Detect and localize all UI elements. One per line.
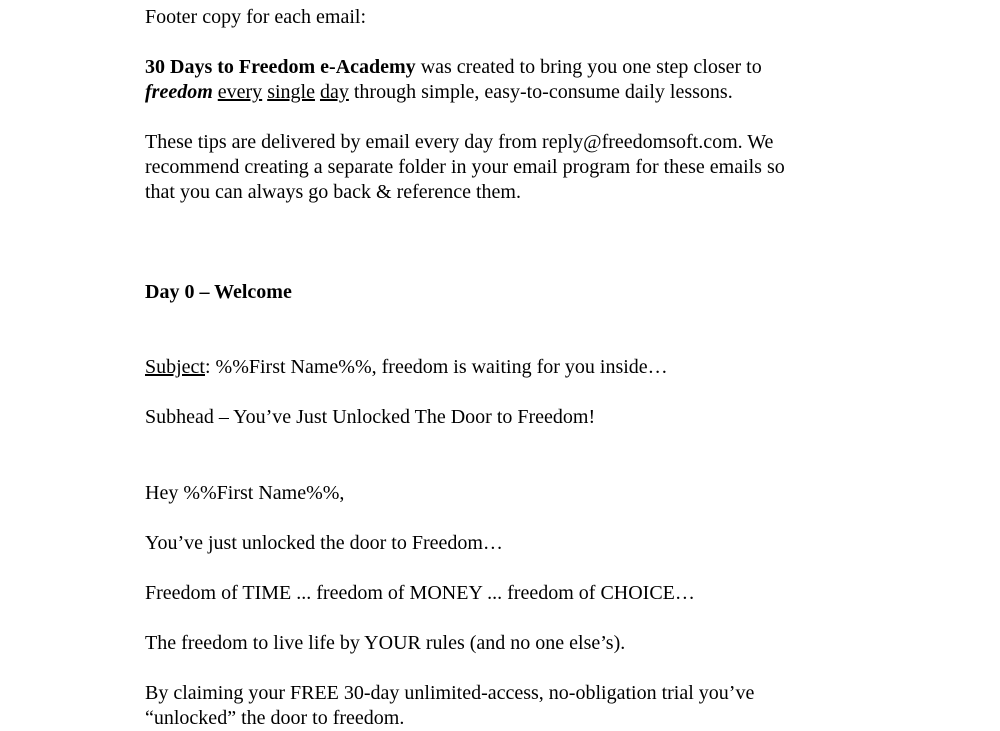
subject-line	[145, 355, 668, 380]
brand-name: 30 Days to Freedom e-Academy	[145, 56, 416, 78]
paragraph-2: Freedom of TIME ... freedom of MONEY ... freedom of CHOICE…	[145, 582, 695, 604]
greeting-line: Hey %%First Name%%,	[145, 482, 345, 504]
footer-heading: Footer copy for each email:	[145, 6, 367, 28]
paragraph-4-line-1: By claiming your FREE 30-day unlimited-access, no-obligation trial you’ve	[145, 682, 755, 704]
paragraph-1: You’ve just unlocked the door to Freedom…	[145, 532, 503, 554]
subject-text: : %%First Name%%, freedom is waiting for you inside…	[205, 356, 668, 378]
paragraph-4-line-2: “unlocked” the door to freedom.	[145, 707, 405, 729]
subhead-line: Subhead – You’ve Just Unlocked The Door to Freedom!	[145, 406, 596, 428]
single-underlined: single	[267, 81, 315, 103]
freedom-emphasis: freedom	[145, 81, 213, 103]
intro-line-2	[145, 80, 733, 105]
tips-line-3: that you can always go back & reference them.	[145, 181, 521, 203]
intro-line-1-text: was created to bring you one step closer to	[415, 56, 762, 78]
paragraph-3: The freedom to live life by YOUR rules (and no one else’s).	[145, 632, 626, 654]
intro-line-2-text: through simple, easy-to-consume daily lessons.	[348, 81, 733, 103]
every-underlined: every	[217, 81, 263, 103]
day-heading: Day 0 – Welcome	[145, 281, 292, 303]
tips-line-1: These tips are delivered by email every day from reply@freedomsoft.com. We	[145, 131, 774, 153]
subject-label: Subject	[145, 356, 205, 378]
day-underlined: day	[319, 81, 349, 103]
tips-line-2: recommend creating a separate folder in your email program for these emails so	[145, 156, 785, 178]
intro-line-1	[145, 55, 762, 80]
